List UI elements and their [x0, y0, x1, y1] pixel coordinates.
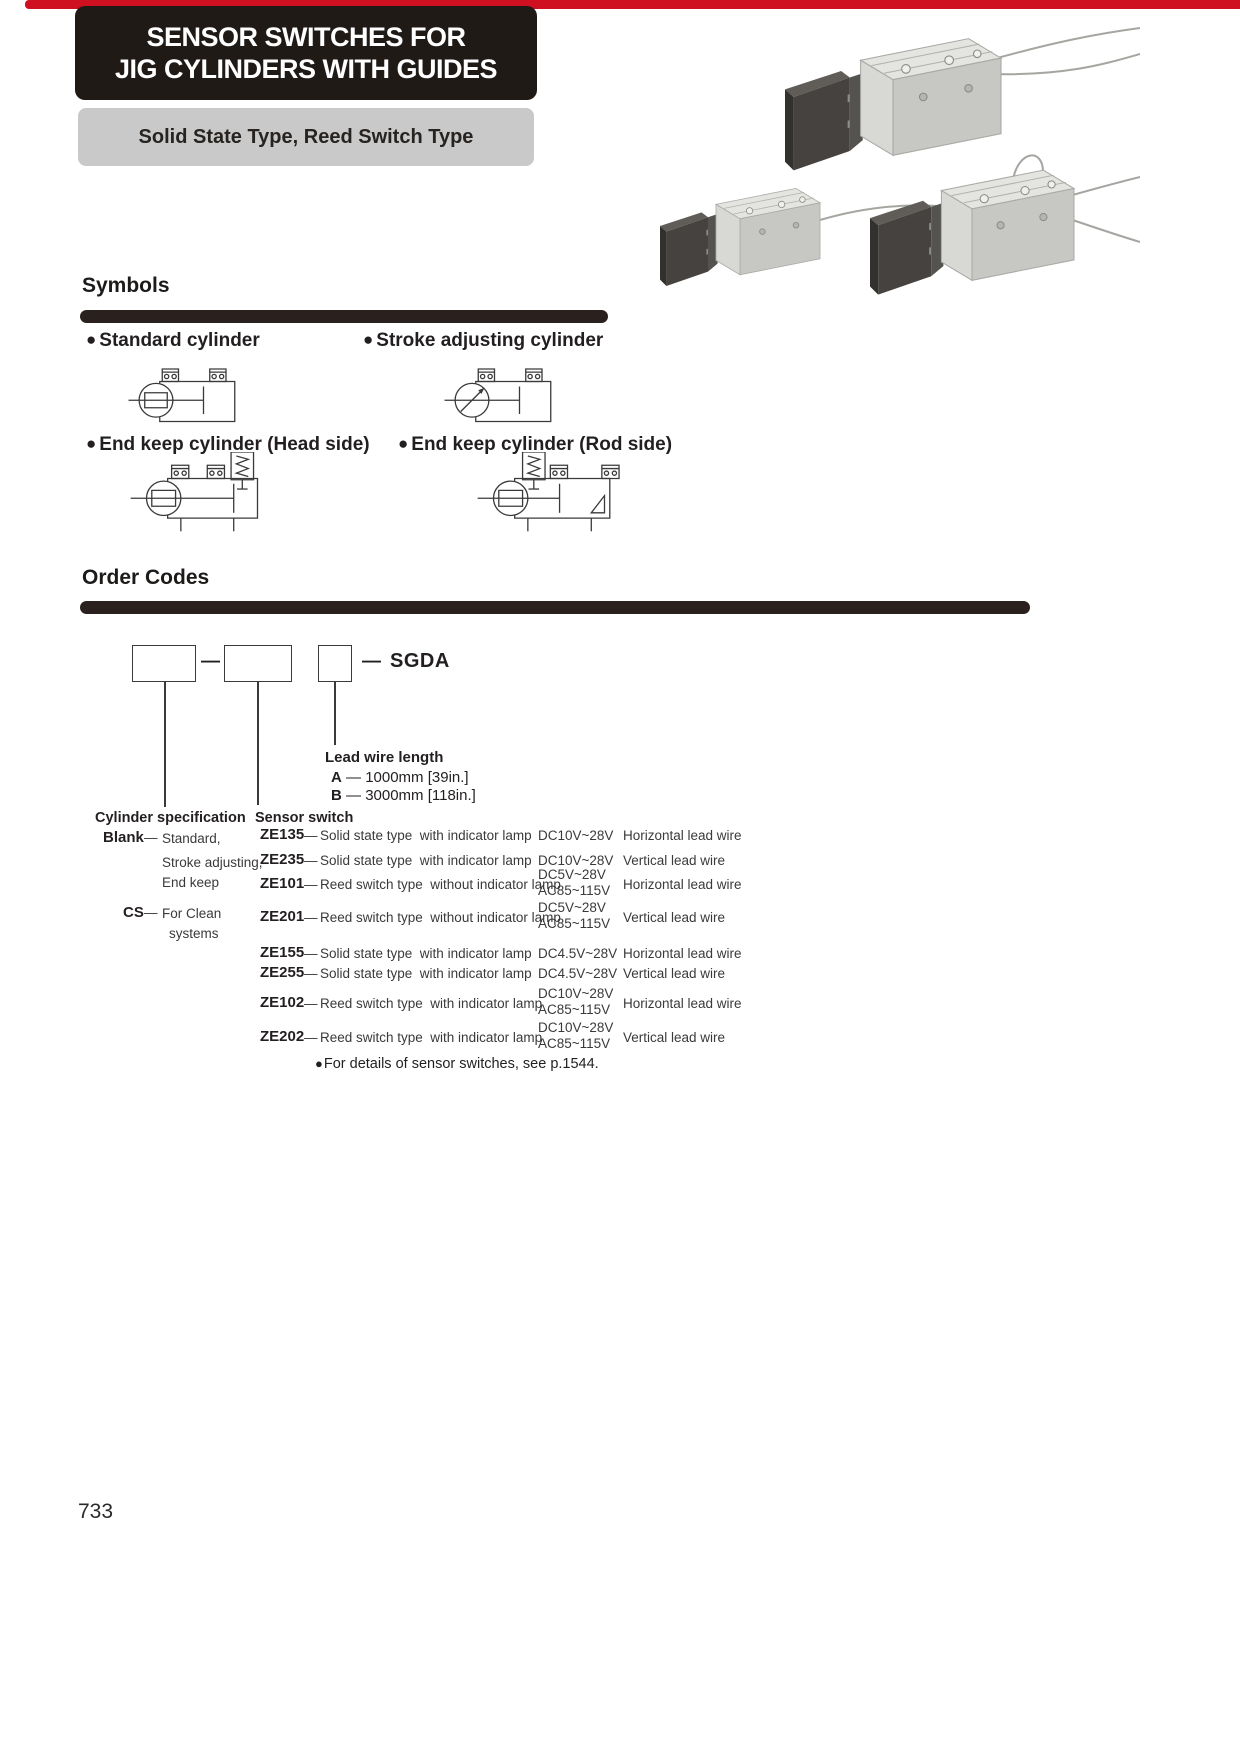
- switch-description: Reed switch type with indicator lamp: [320, 1030, 543, 1045]
- stroke-adjusting-cylinder-diagram: [442, 365, 592, 428]
- sensor-switch-row: [260, 867, 742, 898]
- switch-description: Reed switch type without indicator lamp: [320, 877, 561, 892]
- page-subtitle: [78, 108, 534, 166]
- switch-lead-wire: Horizontal lead wire: [623, 996, 742, 1011]
- switch-lead-wire: Horizontal lead wire: [623, 877, 742, 892]
- sensor-switch-note: ●For details of sensor switches, see p.1544.: [315, 1056, 599, 1072]
- switch-description: Solid state type with indicator lamp: [320, 853, 532, 868]
- order-codes-divider-bar: [80, 601, 1030, 614]
- order-code-separator: —: [201, 651, 220, 672]
- sensor-switch-row: [260, 965, 740, 983]
- dash: —: [304, 828, 318, 843]
- end-keep-head-side-diagram: [128, 452, 313, 534]
- dash: —: [346, 769, 362, 786]
- switch-description: Reed switch type without indicator lamp: [320, 910, 561, 925]
- switch-description: Solid state type with indicator lamp: [320, 828, 532, 843]
- dash: —: [144, 905, 158, 920]
- page-number: 733: [78, 1500, 114, 1523]
- dash: —: [346, 787, 362, 804]
- switch-code: ZE201: [260, 908, 305, 925]
- page-title: [75, 6, 537, 100]
- sensor-switch-row: [260, 945, 740, 963]
- symbols-divider-bar: [80, 310, 608, 323]
- bullet-icon: ●: [86, 434, 97, 453]
- dash: —: [304, 910, 318, 925]
- dash: —: [304, 946, 318, 961]
- dash: —: [304, 877, 318, 892]
- switch-voltage: DC4.5V~28V: [538, 966, 618, 981]
- order-code-box-cylinder-spec: [132, 645, 196, 682]
- cylinder-specification-heading: Cylinder specification: [95, 810, 246, 826]
- dash: —: [304, 853, 318, 868]
- switch-voltage: DC10V~28V AC85~115V: [538, 1020, 614, 1051]
- sensor-switch-row: [260, 852, 740, 870]
- spec-code-cs: CS: [123, 904, 144, 921]
- switch-code: ZE102: [260, 994, 305, 1011]
- sensor-switch-row: [260, 1020, 740, 1051]
- page-subtitle-text: Solid State Type, Reed Switch Type: [138, 125, 474, 148]
- switch-description: Solid state type with indicator lamp: [320, 946, 532, 961]
- switch-voltage: DC4.5V~28V: [538, 946, 618, 961]
- symbols-heading: Symbols: [82, 274, 170, 297]
- symbol-end-keep-rod-label: ● End keep cylinder (Rod side): [398, 434, 673, 455]
- spec-code-blank: Blank: [103, 829, 144, 846]
- callout-line-lead-wire: [334, 682, 336, 745]
- dash: —: [304, 966, 318, 981]
- switch-code: ZE155: [260, 944, 305, 961]
- bullet-icon: ●: [315, 1056, 323, 1071]
- switch-lead-wire: Vertical lead wire: [623, 910, 726, 925]
- switch-voltage: DC5V~28V AC85~115V: [538, 867, 611, 898]
- switch-code: ZE135: [260, 826, 305, 843]
- switch-code: ZE255: [260, 964, 305, 981]
- switch-voltage: DC10V~28V: [538, 853, 614, 868]
- symbol-standard-cylinder-label: ● Standard cylinder: [86, 330, 260, 351]
- lead-wire-option-a: A — 1000mm [39in.]: [331, 769, 469, 786]
- dash: —: [144, 830, 158, 845]
- catalog-page: SENSOR SWITCHES FOR JIG CYLINDERS WITH GUIDES Solid State Type, Reed Switch Type Symbols ● Standard cylinder ● Stroke adjusting cylinder ● End keep cylinder (Head side) ● End keep cylinder (Rod side) Order Codes — — SGDA Lead wire length A — 1000mm [39in.] B — 3000mm [118in.] Cylinder specification Blank — Standard, Stroke adjusting, End keep CS — For Clean systems Sensor switch ZE135 — Solid state type with indicator lamp DC10V~28V Horizontal lead wire ZE235 — Solid state type with indicator lamp DC10V~28V Vertical lead wire ZE101 — Reed switch type without indicator lamp DC5V~28V AC85~115V Horizontal lead wire ZE201 — Reed switch type without indicator lamp DC5V~28V AC85~115V Vertical lead wire ZE155 — Solid state type with indicator lamp DC4.5V~28V Horizontal lead wire ZE255 — Solid state type with indicator lamp DC4.5V~28V Vertical lead wire ZE102 — Reed switch type with indicator lamp DC10V~28V AC85~115V Horizontal lead wire ZE202 — Reed switch type with indicator lamp DC10V~28V AC85~115V Vertical lead wire ●For details of sensor switches, see p.1544. 733: [0, 0, 1240, 1754]
- switch-code: ZE101: [260, 875, 305, 892]
- switch-voltage: DC10V~28V: [538, 828, 614, 843]
- lead-wire-length-heading: Lead wire length: [325, 749, 444, 766]
- switch-code: ZE235: [260, 851, 305, 868]
- order-code-box-sensor-switch: [224, 645, 292, 682]
- product-photo: [635, 12, 1140, 342]
- bullet-icon: ●: [86, 330, 97, 349]
- sensor-switch-row: [260, 900, 740, 931]
- order-code-separator: —: [362, 651, 381, 672]
- page-title-line1: SENSOR SWITCHES FOR: [146, 22, 466, 52]
- sensor-switch-row: [260, 827, 740, 845]
- symbol-stroke-adjusting-cylinder-label: ● Stroke adjusting cylinder: [363, 330, 604, 351]
- bullet-icon: ●: [398, 434, 409, 453]
- sensor-switch-row: [260, 986, 742, 1017]
- model-code: SGDA: [390, 650, 450, 672]
- lead-wire-option-b: B — 3000mm [118in.]: [331, 787, 476, 804]
- switch-code: ZE202: [260, 1028, 305, 1045]
- end-keep-rod-side-diagram: [475, 452, 660, 534]
- callout-line-sensor-switch: [257, 682, 259, 805]
- switch-lead-wire: Vertical lead wire: [623, 853, 726, 868]
- switch-description: Reed switch type with indicator lamp: [320, 996, 543, 1011]
- callout-line-cylinder-spec: [164, 682, 166, 807]
- symbol-end-keep-head-label: ● End keep cylinder (Head side): [86, 434, 370, 455]
- switch-description: Solid state type with indicator lamp: [320, 966, 532, 981]
- switch-lead-wire: Horizontal lead wire: [623, 828, 742, 843]
- order-codes-heading: Order Codes: [82, 566, 210, 589]
- order-code-box-lead-wire: [318, 645, 352, 682]
- standard-cylinder-diagram: [126, 365, 276, 428]
- switch-lead-wire: Horizontal lead wire: [623, 946, 742, 961]
- switch-lead-wire: Vertical lead wire: [623, 966, 726, 981]
- dash: —: [304, 1030, 318, 1045]
- sensor-switch-heading: Sensor switch: [255, 810, 354, 826]
- switch-voltage: DC5V~28V AC85~115V: [538, 900, 611, 931]
- page-title-line2: JIG CYLINDERS WITH GUIDES: [114, 54, 498, 84]
- switch-voltage: DC10V~28V AC85~115V: [538, 986, 614, 1017]
- bullet-icon: ●: [363, 330, 374, 349]
- dash: —: [304, 996, 318, 1011]
- switch-lead-wire: Vertical lead wire: [623, 1030, 726, 1045]
